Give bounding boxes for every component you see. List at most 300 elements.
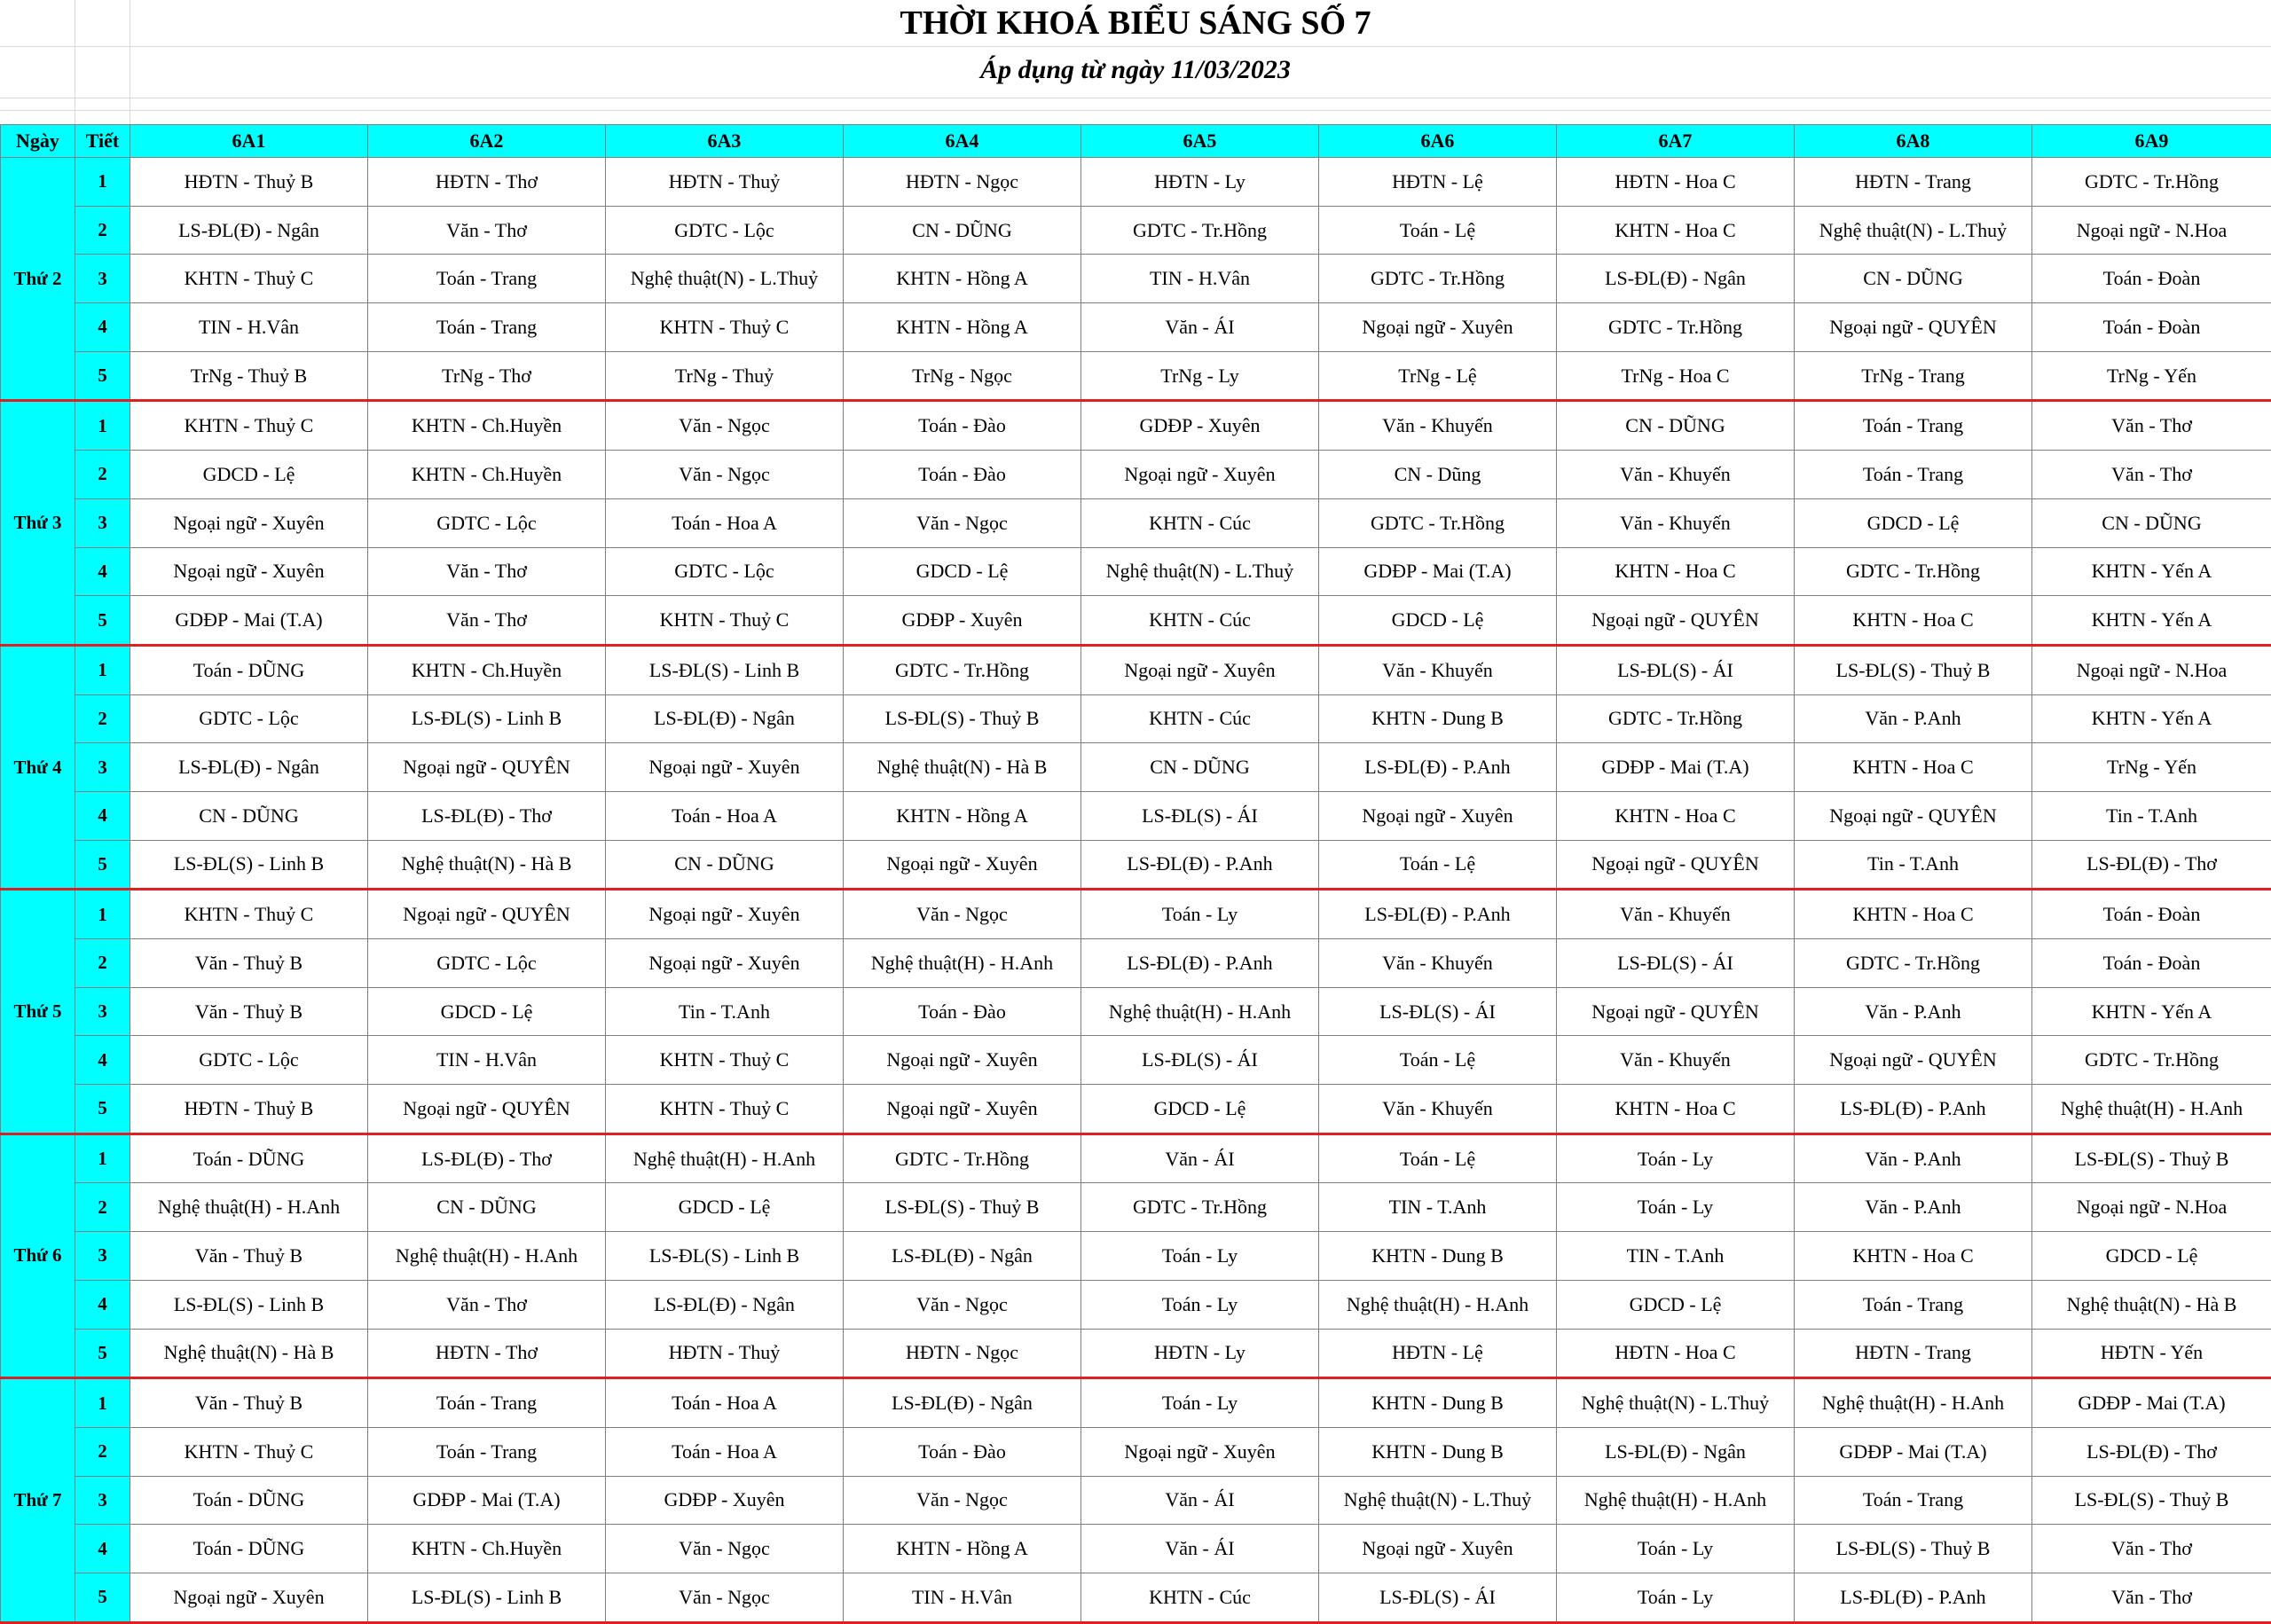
period-cell[interactable]: 1 xyxy=(75,645,130,694)
schedule-cell[interactable]: KHTN - Thuỷ C xyxy=(130,401,368,451)
schedule-cell[interactable]: Nghệ thuật(H) - H.Anh xyxy=(368,1232,606,1281)
schedule-cell[interactable]: LS-ĐL(Đ) - Thơ xyxy=(368,791,606,840)
schedule-cell[interactable]: Ngoại ngữ - Xuyên xyxy=(1081,1427,1319,1476)
schedule-cell[interactable]: Văn - P.Anh xyxy=(1795,1134,2032,1183)
schedule-cell[interactable]: KHTN - Cúc xyxy=(1081,1573,1319,1622)
schedule-cell[interactable]: Văn - Thơ xyxy=(2032,1525,2271,1573)
schedule-cell[interactable]: LS-ĐL(Đ) - Ngân xyxy=(844,1378,1081,1428)
schedule-cell[interactable]: Ngoại ngữ - Xuyên xyxy=(606,743,844,792)
schedule-cell[interactable]: LS-ĐL(Đ) - Ngân xyxy=(130,206,368,255)
schedule-cell[interactable]: KHTN - Hồng A xyxy=(844,791,1081,840)
schedule-cell[interactable]: Ngoại ngữ - QUYÊN xyxy=(1795,791,2032,840)
period-cell[interactable]: 3 xyxy=(75,1232,130,1281)
schedule-cell[interactable]: LS-ĐL(S) - ÁI xyxy=(1081,791,1319,840)
period-cell[interactable]: 3 xyxy=(75,498,130,547)
schedule-cell[interactable]: KHTN - Thuỷ C xyxy=(130,255,368,303)
schedule-cell[interactable]: Toán - DŨNG xyxy=(130,1476,368,1525)
schedule-cell[interactable]: Nghệ thuật(N) - Hà B xyxy=(368,840,606,890)
period-cell[interactable]: 2 xyxy=(75,206,130,255)
schedule-cell[interactable]: Toán - Trang xyxy=(368,1378,606,1428)
schedule-cell[interactable]: LS-ĐL(Đ) - Ngân xyxy=(1557,1427,1795,1476)
schedule-cell[interactable]: Toán - Ly xyxy=(1081,1378,1319,1428)
schedule-cell[interactable]: LS-ĐL(S) - Linh B xyxy=(130,840,368,890)
schedule-cell[interactable]: HĐTN - Hoa C xyxy=(1557,1329,1795,1378)
schedule-cell[interactable]: LS-ĐL(S) - ÁI xyxy=(1319,987,1557,1036)
schedule-cell[interactable]: TrNg - Yến xyxy=(2032,351,2271,401)
period-cell[interactable]: 5 xyxy=(75,1329,130,1378)
schedule-cell[interactable]: Nghệ thuật(H) - H.Anh xyxy=(844,939,1081,988)
schedule-cell[interactable]: Văn - Khuyến xyxy=(1557,1036,1795,1085)
schedule-cell[interactable]: Văn - Thơ xyxy=(368,1280,606,1329)
schedule-cell[interactable]: Ngoại ngữ - Xuyên xyxy=(130,498,368,547)
schedule-cell[interactable]: LS-ĐL(S) - ÁI xyxy=(1081,1036,1319,1085)
schedule-cell[interactable]: LS-ĐL(Đ) - P.Anh xyxy=(1795,1573,2032,1622)
schedule-cell[interactable]: LS-ĐL(Đ) - P.Anh xyxy=(1795,1085,2032,1134)
period-cell[interactable]: 5 xyxy=(75,840,130,890)
schedule-cell[interactable]: LS-ĐL(Đ) - P.Anh xyxy=(1081,840,1319,890)
schedule-cell[interactable]: GDĐP - Mai (T.A) xyxy=(368,1476,606,1525)
schedule-cell[interactable]: KHTN - Yến A xyxy=(2032,547,2271,596)
schedule-cell[interactable]: CN - DŨNG xyxy=(844,206,1081,255)
schedule-cell[interactable]: Toán - Ly xyxy=(1081,1280,1319,1329)
schedule-cell[interactable]: LS-ĐL(Đ) - Ngân xyxy=(606,694,844,743)
schedule-cell[interactable]: LS-ĐL(S) - Linh B xyxy=(368,694,606,743)
schedule-cell[interactable]: LS-ĐL(S) - Thuỷ B xyxy=(1795,645,2032,694)
schedule-cell[interactable]: GDĐP - Mai (T.A) xyxy=(1319,547,1557,596)
schedule-cell[interactable]: Nghệ thuật(N) - L.Thuỷ xyxy=(1319,1476,1557,1525)
schedule-cell[interactable]: Văn - Khuyến xyxy=(1319,939,1557,988)
schedule-cell[interactable]: Ngoại ngữ - QUYÊN xyxy=(368,890,606,939)
schedule-cell[interactable]: LS-ĐL(Đ) - Ngân xyxy=(606,1280,844,1329)
schedule-cell[interactable]: GDĐP - Mai (T.A) xyxy=(2032,1378,2271,1428)
period-cell[interactable]: 1 xyxy=(75,158,130,207)
schedule-cell[interactable]: Văn - Thơ xyxy=(368,596,606,646)
period-cell[interactable]: 4 xyxy=(75,303,130,352)
schedule-cell[interactable]: KHTN - Thuỷ C xyxy=(606,596,844,646)
schedule-cell[interactable]: KHTN - Hồng A xyxy=(844,255,1081,303)
schedule-cell[interactable]: Toán - Đào xyxy=(844,401,1081,451)
schedule-cell[interactable]: CN - DŨNG xyxy=(1081,743,1319,792)
schedule-cell[interactable]: LS-ĐL(S) - ÁI xyxy=(1557,645,1795,694)
schedule-cell[interactable]: GDTC - Lộc xyxy=(130,1036,368,1085)
schedule-cell[interactable]: KHTN - Thuỷ C xyxy=(130,1427,368,1476)
schedule-cell[interactable]: Toán - Đoàn xyxy=(2032,255,2271,303)
schedule-cell[interactable]: HĐTN - Lệ xyxy=(1319,158,1557,207)
header-class[interactable]: 6A5 xyxy=(1081,125,1319,158)
schedule-cell[interactable]: Ngoại ngữ - QUYÊN xyxy=(1557,987,1795,1036)
schedule-cell[interactable]: TIN - H.Vân xyxy=(844,1573,1081,1622)
period-cell[interactable]: 1 xyxy=(75,1378,130,1428)
schedule-cell[interactable]: TrNg - Yến xyxy=(2032,743,2271,792)
schedule-cell[interactable]: Toán - DŨNG xyxy=(130,645,368,694)
schedule-cell[interactable]: GDTC - Tr.Hồng xyxy=(1557,694,1795,743)
header-class[interactable]: 6A8 xyxy=(1795,125,2032,158)
schedule-cell[interactable]: LS-ĐL(Đ) - Thơ xyxy=(2032,1427,2271,1476)
schedule-cell[interactable]: Văn - ÁI xyxy=(1081,1476,1319,1525)
schedule-cell[interactable]: Văn - ÁI xyxy=(1081,1525,1319,1573)
schedule-cell[interactable]: KHTN - Hoa C xyxy=(1557,791,1795,840)
schedule-cell[interactable]: GDCD - Lệ xyxy=(1319,596,1557,646)
schedule-cell[interactable]: Ngoại ngữ - Xuyên xyxy=(606,890,844,939)
schedule-cell[interactable]: Toán - Lệ xyxy=(1319,840,1557,890)
schedule-cell[interactable]: CN - DŨNG xyxy=(368,1183,606,1232)
schedule-cell[interactable]: TrNg - Thuỷ B xyxy=(130,351,368,401)
period-cell[interactable]: 4 xyxy=(75,547,130,596)
schedule-cell[interactable]: LS-ĐL(Đ) - P.Anh xyxy=(1319,743,1557,792)
header-day[interactable]: Ngày xyxy=(1,125,75,158)
schedule-cell[interactable]: GDĐP - Xuyên xyxy=(1081,401,1319,451)
header-period[interactable]: Tiết xyxy=(75,125,130,158)
schedule-cell[interactable]: KHTN - Hoa C xyxy=(1795,596,2032,646)
schedule-cell[interactable]: KHTN - Dung B xyxy=(1319,1427,1557,1476)
schedule-cell[interactable]: KHTN - Hoa C xyxy=(1795,890,2032,939)
schedule-cell[interactable]: GDTC - Tr.Hồng xyxy=(844,645,1081,694)
period-cell[interactable]: 5 xyxy=(75,351,130,401)
schedule-cell[interactable]: Ngoại ngữ - QUYÊN xyxy=(368,743,606,792)
schedule-cell[interactable]: TrNg - Thơ xyxy=(368,351,606,401)
schedule-cell[interactable]: Ngoại ngữ - N.Hoa xyxy=(2032,645,2271,694)
schedule-cell[interactable]: Toán - Trang xyxy=(368,1427,606,1476)
schedule-cell[interactable]: Toán - Đào xyxy=(844,1427,1081,1476)
schedule-cell[interactable]: KHTN - Hoa C xyxy=(1557,1085,1795,1134)
schedule-cell[interactable]: GDTC - Tr.Hồng xyxy=(844,1134,1081,1183)
schedule-cell[interactable]: Ngoại ngữ - Xuyên xyxy=(844,1036,1081,1085)
schedule-cell[interactable]: Văn - Thuỷ B xyxy=(130,939,368,988)
period-cell[interactable]: 2 xyxy=(75,451,130,499)
schedule-cell[interactable]: HĐTN - Trang xyxy=(1795,158,2032,207)
schedule-cell[interactable]: Văn - ÁI xyxy=(1081,1134,1319,1183)
schedule-cell[interactable]: Toán - Đoàn xyxy=(2032,939,2271,988)
schedule-cell[interactable]: KHTN - Hoa C xyxy=(1795,743,2032,792)
schedule-cell[interactable]: Văn - Ngọc xyxy=(844,1280,1081,1329)
schedule-cell[interactable]: LS-ĐL(Đ) - P.Anh xyxy=(1319,890,1557,939)
schedule-cell[interactable]: GDTC - Lộc xyxy=(606,547,844,596)
header-class[interactable]: 6A6 xyxy=(1319,125,1557,158)
schedule-cell[interactable]: Toán - DŨNG xyxy=(130,1525,368,1573)
schedule-cell[interactable]: LS-ĐL(Đ) - Thơ xyxy=(2032,840,2271,890)
schedule-cell[interactable]: GDĐP - Xuyên xyxy=(844,596,1081,646)
schedule-cell[interactable]: HĐTN - Yến xyxy=(2032,1329,2271,1378)
schedule-cell[interactable]: GDCD - Lệ xyxy=(1081,1085,1319,1134)
schedule-cell[interactable]: Ngoại ngữ - QUYÊN xyxy=(1557,840,1795,890)
schedule-cell[interactable]: CN - DŨNG xyxy=(2032,498,2271,547)
period-cell[interactable]: 1 xyxy=(75,401,130,451)
schedule-cell[interactable]: Toán - Lệ xyxy=(1319,206,1557,255)
day-cell[interactable]: Thứ 6 xyxy=(1,1134,75,1377)
schedule-cell[interactable]: Nghệ thuật(H) - H.Anh xyxy=(606,1134,844,1183)
schedule-cell[interactable]: Tin - T.Anh xyxy=(2032,791,2271,840)
schedule-cell[interactable]: KHTN - Hoa C xyxy=(1795,1232,2032,1281)
period-cell[interactable]: 5 xyxy=(75,1085,130,1134)
schedule-cell[interactable]: GDCD - Lệ xyxy=(2032,1232,2271,1281)
schedule-cell[interactable]: KHTN - Hồng A xyxy=(844,303,1081,352)
schedule-cell[interactable]: Toán - Trang xyxy=(1795,401,2032,451)
schedule-cell[interactable]: KHTN - Dung B xyxy=(1319,694,1557,743)
schedule-cell[interactable]: Văn - Khuyến xyxy=(1557,890,1795,939)
schedule-cell[interactable]: HĐTN - Thơ xyxy=(368,1329,606,1378)
schedule-cell[interactable]: TrNg - Hoa C xyxy=(1557,351,1795,401)
schedule-cell[interactable]: Văn - Ngọc xyxy=(606,401,844,451)
schedule-cell[interactable]: TIN - H.Vân xyxy=(130,303,368,352)
schedule-cell[interactable]: LS-ĐL(S) - Linh B xyxy=(368,1573,606,1622)
schedule-cell[interactable]: Nghệ thuật(N) - L.Thuỷ xyxy=(1081,547,1319,596)
schedule-cell[interactable]: Văn - Ngọc xyxy=(844,498,1081,547)
schedule-cell[interactable]: Toán - Đoàn xyxy=(2032,303,2271,352)
schedule-cell[interactable]: TIN - H.Vân xyxy=(1081,255,1319,303)
schedule-cell[interactable]: Văn - ÁI xyxy=(1081,303,1319,352)
schedule-cell[interactable]: Ngoại ngữ - N.Hoa xyxy=(2032,206,2271,255)
schedule-cell[interactable]: Ngoại ngữ - QUYÊN xyxy=(368,1085,606,1134)
schedule-cell[interactable]: KHTN - Thuỷ C xyxy=(606,1036,844,1085)
schedule-cell[interactable]: CN - DŨNG xyxy=(1557,401,1795,451)
schedule-cell[interactable]: Toán - Hoa A xyxy=(606,791,844,840)
schedule-cell[interactable]: Văn - Khuyến xyxy=(1319,645,1557,694)
schedule-cell[interactable]: HĐTN - Ly xyxy=(1081,158,1319,207)
day-cell[interactable]: Thứ 4 xyxy=(1,645,75,889)
schedule-cell[interactable]: GDTC - Tr.Hồng xyxy=(1795,547,2032,596)
period-cell[interactable]: 1 xyxy=(75,1134,130,1183)
schedule-cell[interactable]: Văn - P.Anh xyxy=(1795,1183,2032,1232)
schedule-cell[interactable]: GDTC - Lộc xyxy=(368,498,606,547)
header-class[interactable]: 6A1 xyxy=(130,125,368,158)
schedule-cell[interactable]: Toán - Hoa A xyxy=(606,1427,844,1476)
schedule-cell[interactable]: KHTN - Thuỷ C xyxy=(606,303,844,352)
schedule-cell[interactable]: HĐTN - Thuỷ xyxy=(606,1329,844,1378)
schedule-cell[interactable]: Văn - Ngọc xyxy=(606,1573,844,1622)
schedule-cell[interactable]: LS-ĐL(S) - Thuỷ B xyxy=(844,1183,1081,1232)
schedule-cell[interactable]: GDĐP - Xuyên xyxy=(606,1476,844,1525)
schedule-cell[interactable]: Toán - Ly xyxy=(1557,1525,1795,1573)
schedule-cell[interactable]: KHTN - Cúc xyxy=(1081,498,1319,547)
schedule-cell[interactable]: Ngoại ngữ - QUYÊN xyxy=(1795,1036,2032,1085)
schedule-cell[interactable]: GDTC - Lộc xyxy=(368,939,606,988)
schedule-cell[interactable]: Nghệ thuật(N) - Hà B xyxy=(2032,1280,2271,1329)
schedule-cell[interactable]: Ngoại ngữ - Xuyên xyxy=(130,1573,368,1622)
schedule-cell[interactable]: KHTN - Dung B xyxy=(1319,1378,1557,1428)
schedule-cell[interactable]: CN - Dũng xyxy=(1319,451,1557,499)
schedule-cell[interactable]: Nghệ thuật(N) - L.Thuỷ xyxy=(1557,1378,1795,1428)
schedule-cell[interactable]: Văn - Thuỷ B xyxy=(130,1232,368,1281)
schedule-cell[interactable]: GDTC - Tr.Hồng xyxy=(1081,1183,1319,1232)
schedule-cell[interactable]: Toán - Trang xyxy=(368,303,606,352)
schedule-cell[interactable]: GDTC - Tr.Hồng xyxy=(1319,498,1557,547)
schedule-cell[interactable]: Ngoại ngữ - QUYÊN xyxy=(1795,303,2032,352)
schedule-cell[interactable]: LS-ĐL(S) - Linh B xyxy=(130,1280,368,1329)
schedule-cell[interactable]: Văn - P.Anh xyxy=(1795,694,2032,743)
schedule-cell[interactable]: Ngoại ngữ - N.Hoa xyxy=(2032,1183,2271,1232)
period-cell[interactable]: 2 xyxy=(75,939,130,988)
schedule-cell[interactable]: GDTC - Tr.Hồng xyxy=(2032,158,2271,207)
schedule-cell[interactable]: LS-ĐL(S) - ÁI xyxy=(1319,1573,1557,1622)
schedule-cell[interactable]: Ngoại ngữ - Xuyên xyxy=(1081,645,1319,694)
schedule-cell[interactable]: Nghệ thuật(H) - H.Anh xyxy=(2032,1085,2271,1134)
schedule-cell[interactable]: Văn - Khuyến xyxy=(1557,451,1795,499)
schedule-cell[interactable]: HĐTN - Trang xyxy=(1795,1329,2032,1378)
schedule-cell[interactable]: Văn - Thuỷ B xyxy=(130,987,368,1036)
schedule-cell[interactable]: Toán - Trang xyxy=(1795,451,2032,499)
schedule-cell[interactable]: Ngoại ngữ - Xuyên xyxy=(1081,451,1319,499)
schedule-cell[interactable]: GDTC - Lộc xyxy=(130,694,368,743)
header-class[interactable]: 6A9 xyxy=(2032,125,2271,158)
schedule-cell[interactable]: GDTC - Tr.Hồng xyxy=(1081,206,1319,255)
schedule-cell[interactable]: LS-ĐL(S) - Thuỷ B xyxy=(844,694,1081,743)
schedule-cell[interactable]: GDTC - Lộc xyxy=(606,206,844,255)
schedule-cell[interactable]: HĐTN - Thơ xyxy=(368,158,606,207)
schedule-cell[interactable]: LS-ĐL(S) - ÁI xyxy=(1557,939,1795,988)
schedule-cell[interactable]: Ngoại ngữ - Xuyên xyxy=(844,1085,1081,1134)
header-class[interactable]: 6A7 xyxy=(1557,125,1795,158)
schedule-cell[interactable]: KHTN - Hoa C xyxy=(1557,206,1795,255)
schedule-cell[interactable]: Ngoại ngữ - QUYÊN xyxy=(1557,596,1795,646)
period-cell[interactable]: 4 xyxy=(75,1036,130,1085)
schedule-cell[interactable]: Văn - Khuyến xyxy=(1557,498,1795,547)
schedule-cell[interactable]: Văn - Ngọc xyxy=(606,451,844,499)
schedule-cell[interactable]: Toán - Ly xyxy=(1557,1573,1795,1622)
schedule-cell[interactable]: Tin - T.Anh xyxy=(1795,840,2032,890)
period-cell[interactable]: 2 xyxy=(75,1183,130,1232)
schedule-cell[interactable]: KHTN - Thuỷ C xyxy=(130,890,368,939)
period-cell[interactable]: 5 xyxy=(75,1573,130,1622)
schedule-cell[interactable]: KHTN - Thuỷ C xyxy=(606,1085,844,1134)
schedule-cell[interactable]: Văn - P.Anh xyxy=(1795,987,2032,1036)
schedule-cell[interactable]: TrNg - Ly xyxy=(1081,351,1319,401)
schedule-cell[interactable]: Nghệ thuật(N) - Hà B xyxy=(844,743,1081,792)
schedule-cell[interactable]: Nghệ thuật(N) - L.Thuỷ xyxy=(1795,206,2032,255)
schedule-cell[interactable]: TIN - H.Vân xyxy=(368,1036,606,1085)
schedule-cell[interactable]: TrNg - Thuỷ xyxy=(606,351,844,401)
day-cell[interactable]: Thứ 3 xyxy=(1,401,75,645)
schedule-cell[interactable]: LS-ĐL(Đ) - Thơ xyxy=(368,1134,606,1183)
schedule-cell[interactable]: Toán - DŨNG xyxy=(130,1134,368,1183)
schedule-cell[interactable]: KHTN - Yến A xyxy=(2032,987,2271,1036)
period-cell[interactable]: 1 xyxy=(75,890,130,939)
schedule-cell[interactable]: Văn - Thơ xyxy=(368,206,606,255)
schedule-cell[interactable]: Nghệ thuật(N) - L.Thuỷ xyxy=(606,255,844,303)
period-cell[interactable]: 4 xyxy=(75,1525,130,1573)
schedule-cell[interactable]: Nghệ thuật(H) - H.Anh xyxy=(1557,1476,1795,1525)
schedule-cell[interactable]: KHTN - Ch.Huyền xyxy=(368,401,606,451)
schedule-cell[interactable]: Ngoại ngữ - Xuyên xyxy=(844,840,1081,890)
schedule-cell[interactable]: Toán - Trang xyxy=(1795,1280,2032,1329)
schedule-cell[interactable]: HĐTN - Thuỷ B xyxy=(130,1085,368,1134)
schedule-cell[interactable]: CN - DŨNG xyxy=(1795,255,2032,303)
schedule-cell[interactable]: TrNg - Ngọc xyxy=(844,351,1081,401)
schedule-cell[interactable]: HĐTN - Ly xyxy=(1081,1329,1319,1378)
schedule-cell[interactable]: Tin - T.Anh xyxy=(606,987,844,1036)
schedule-cell[interactable]: Toán - Hoa A xyxy=(606,498,844,547)
schedule-cell[interactable]: Nghệ thuật(H) - H.Anh xyxy=(1795,1378,2032,1428)
schedule-cell[interactable]: Toán - Trang xyxy=(368,255,606,303)
schedule-cell[interactable]: Toán - Trang xyxy=(1795,1476,2032,1525)
period-cell[interactable]: 4 xyxy=(75,1280,130,1329)
period-cell[interactable]: 5 xyxy=(75,596,130,646)
schedule-cell[interactable]: Ngoại ngữ - Xuyên xyxy=(130,547,368,596)
period-cell[interactable]: 2 xyxy=(75,1427,130,1476)
schedule-cell[interactable]: CN - DŨNG xyxy=(606,840,844,890)
schedule-cell[interactable]: Văn - Ngọc xyxy=(844,1476,1081,1525)
schedule-cell[interactable]: Toán - Ly xyxy=(1557,1134,1795,1183)
schedule-cell[interactable]: HĐTN - Ngọc xyxy=(844,1329,1081,1378)
schedule-cell[interactable]: Nghệ thuật(N) - Hà B xyxy=(130,1329,368,1378)
schedule-cell[interactable]: KHTN - Ch.Huyền xyxy=(368,1525,606,1573)
schedule-cell[interactable]: Văn - Thơ xyxy=(2032,451,2271,499)
schedule-cell[interactable]: Nghệ thuật(H) - H.Anh xyxy=(1319,1280,1557,1329)
schedule-cell[interactable]: LS-ĐL(Đ) - Ngân xyxy=(844,1232,1081,1281)
schedule-cell[interactable]: Văn - Khuyến xyxy=(1319,401,1557,451)
day-cell[interactable]: Thứ 5 xyxy=(1,890,75,1134)
period-cell[interactable]: 2 xyxy=(75,694,130,743)
schedule-cell[interactable]: TIN - T.Anh xyxy=(1557,1232,1795,1281)
schedule-cell[interactable]: KHTN - Cúc xyxy=(1081,596,1319,646)
schedule-cell[interactable]: Ngoại ngữ - Xuyên xyxy=(1319,303,1557,352)
period-cell[interactable]: 3 xyxy=(75,1476,130,1525)
schedule-cell[interactable]: LS-ĐL(S) - Thuỷ B xyxy=(2032,1476,2271,1525)
period-cell[interactable]: 3 xyxy=(75,743,130,792)
schedule-cell[interactable]: TrNg - Trang xyxy=(1795,351,2032,401)
schedule-cell[interactable]: Ngoại ngữ - Xuyên xyxy=(1319,791,1557,840)
schedule-cell[interactable]: Văn - Thuỷ B xyxy=(130,1378,368,1428)
schedule-cell[interactable]: Toán - Lệ xyxy=(1319,1036,1557,1085)
schedule-cell[interactable]: GDTC - Tr.Hồng xyxy=(1557,303,1795,352)
schedule-cell[interactable]: KHTN - Yến A xyxy=(2032,596,2271,646)
schedule-cell[interactable]: LS-ĐL(S) - Thuỷ B xyxy=(2032,1134,2271,1183)
schedule-cell[interactable]: GDCD - Lệ xyxy=(130,451,368,499)
schedule-cell[interactable]: GDCD - Lệ xyxy=(368,987,606,1036)
schedule-cell[interactable]: Toán - Đào xyxy=(844,987,1081,1036)
period-cell[interactable]: 3 xyxy=(75,987,130,1036)
schedule-cell[interactable]: Ngoại ngữ - Xuyên xyxy=(606,939,844,988)
schedule-cell[interactable]: Toán - Đào xyxy=(844,451,1081,499)
schedule-cell[interactable]: TrNg - Lệ xyxy=(1319,351,1557,401)
schedule-cell[interactable]: GDCD - Lệ xyxy=(1557,1280,1795,1329)
schedule-cell[interactable]: Toán - Lệ xyxy=(1319,1134,1557,1183)
schedule-cell[interactable]: KHTN - Hồng A xyxy=(844,1525,1081,1573)
schedule-cell[interactable]: HĐTN - Hoa C xyxy=(1557,158,1795,207)
period-cell[interactable]: 3 xyxy=(75,255,130,303)
schedule-cell[interactable]: LS-ĐL(Đ) - P.Anh xyxy=(1081,939,1319,988)
schedule-cell[interactable]: LS-ĐL(Đ) - Ngân xyxy=(130,743,368,792)
schedule-cell[interactable]: Nghệ thuật(H) - H.Anh xyxy=(130,1183,368,1232)
schedule-cell[interactable]: KHTN - Hoa C xyxy=(1557,547,1795,596)
schedule-cell[interactable]: HĐTN - Lệ xyxy=(1319,1329,1557,1378)
schedule-cell[interactable]: Toán - Ly xyxy=(1557,1183,1795,1232)
schedule-cell[interactable]: GDCD - Lệ xyxy=(844,547,1081,596)
schedule-cell[interactable]: LS-ĐL(S) - Linh B xyxy=(606,1232,844,1281)
schedule-cell[interactable]: Ngoại ngữ - Xuyên xyxy=(1319,1525,1557,1573)
schedule-cell[interactable]: KHTN - Ch.Huyền xyxy=(368,451,606,499)
day-cell[interactable]: Thứ 7 xyxy=(1,1378,75,1622)
schedule-cell[interactable]: Toán - Ly xyxy=(1081,890,1319,939)
schedule-cell[interactable]: GDĐP - Mai (T.A) xyxy=(1557,743,1795,792)
schedule-cell[interactable]: KHTN - Yến A xyxy=(2032,694,2271,743)
schedule-cell[interactable]: Văn - Ngọc xyxy=(606,1525,844,1573)
schedule-cell[interactable]: GDTC - Tr.Hồng xyxy=(1319,255,1557,303)
schedule-cell[interactable]: GDĐP - Mai (T.A) xyxy=(130,596,368,646)
schedule-cell[interactable]: LS-ĐL(S) - Thuỷ B xyxy=(1795,1525,2032,1573)
schedule-cell[interactable]: Văn - Khuyến xyxy=(1319,1085,1557,1134)
schedule-cell[interactable]: LS-ĐL(S) - Linh B xyxy=(606,645,844,694)
schedule-cell[interactable]: GDCD - Lệ xyxy=(1795,498,2032,547)
schedule-cell[interactable]: TIN - T.Anh xyxy=(1319,1183,1557,1232)
header-class[interactable]: 6A4 xyxy=(844,125,1081,158)
schedule-cell[interactable]: KHTN - Ch.Huyền xyxy=(368,645,606,694)
header-class[interactable]: 6A3 xyxy=(606,125,844,158)
schedule-cell[interactable]: CN - DŨNG xyxy=(130,791,368,840)
schedule-cell[interactable]: HĐTN - Ngọc xyxy=(844,158,1081,207)
schedule-cell[interactable]: GDTC - Tr.Hồng xyxy=(2032,1036,2271,1085)
header-class[interactable]: 6A2 xyxy=(368,125,606,158)
period-cell[interactable]: 4 xyxy=(75,791,130,840)
